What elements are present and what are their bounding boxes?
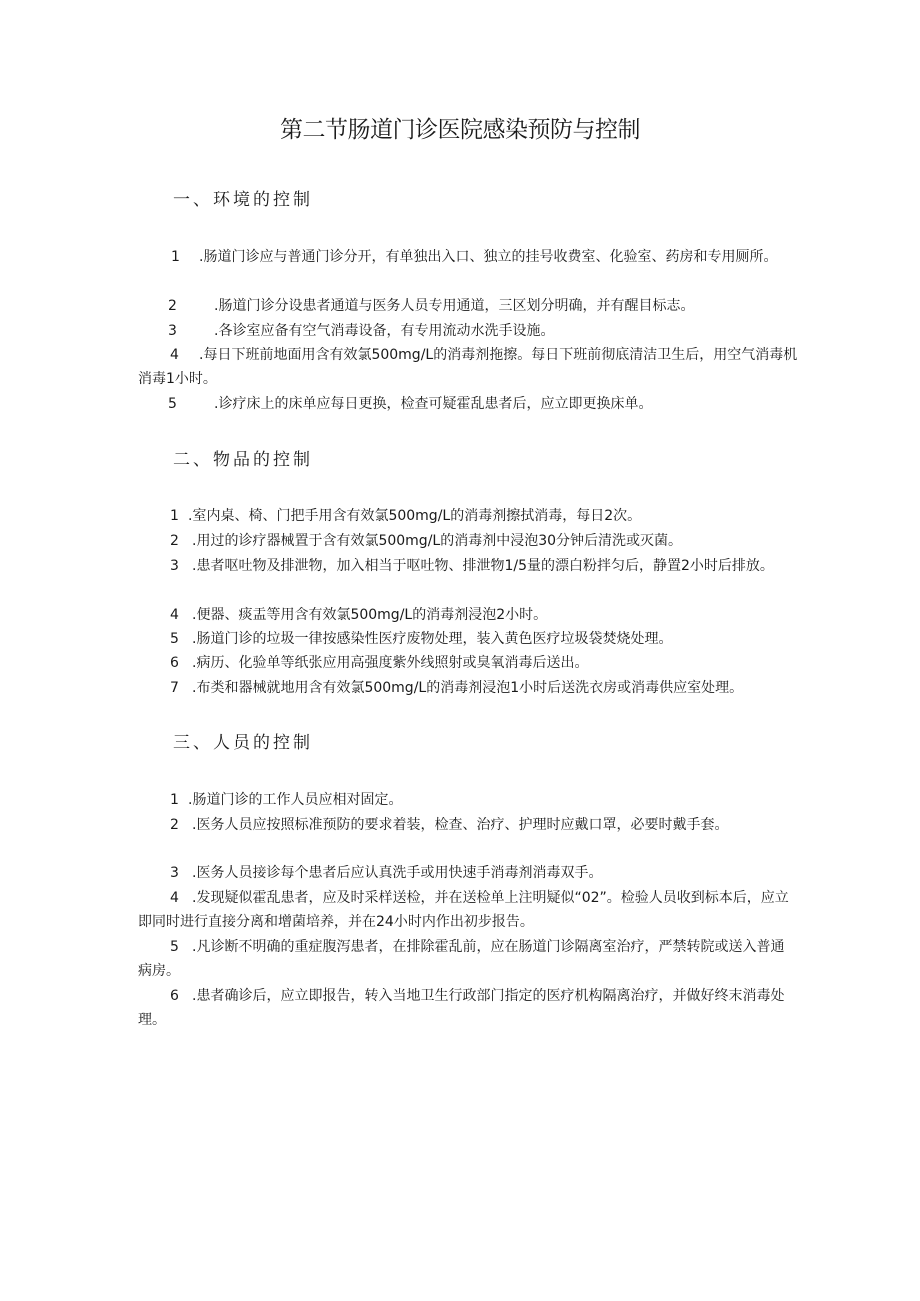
list-item: 3 .医务人员接诊每个患者后应认真洗手或用快速手消毒剂消毒双手。 (170, 865, 603, 881)
page-title: 第二节肠道门诊医院感染预防与控制 (280, 117, 640, 143)
list-item: 2 .用过的诊疗器械置于含有效氯500mg/L的消毒剂中浸泡30分钟后清洗或灭菌。 (170, 533, 683, 549)
list-item: 4 .便器、痰盂等用含有效氯500mg/L的消毒剂浸泡2小时。 (170, 607, 548, 623)
list-item: 2 .医务人员应按照标准预防的要求着装，检查、治疗、护理时应戴口罩，必要时戴手套。 (170, 817, 729, 833)
list-item: 6 .病历、化验单等纸张应用高强度紫外线照射或臭氧消毒后送出。 (170, 655, 589, 671)
list-item: 1 .室内桌、椅、门把手用含有效氯500mg/L的消毒剂擦拭消毒，每日2次。 (170, 508, 642, 524)
list-item: 3 .各诊室应备有空气消毒设备，有专用流动水洗手设施。 (168, 323, 555, 339)
list-item: 1 .肠道门诊的工作人员应相对固定。 (170, 792, 403, 808)
section-heading-staff: 三、人员的控制 (173, 733, 313, 753)
list-item: 7 .布类和器械就地用含有效氯500mg/L的消毒剂浸泡1小时后送洗衣房或消毒供应室处理。 (170, 680, 744, 696)
list-item: 1 .肠道门诊应与普通门诊分开，有单独出入口、独立的挂号收费室、化验室、药房和专用厕所。 (171, 249, 778, 265)
section-heading-items: 二、物品的控制 (173, 450, 313, 470)
list-item: 6 .患者确诊后，应立即报告，转入当地卫生行政部门指定的医疗机构隔离治疗，并做好终末消毒处理。 (138, 988, 785, 1028)
list-item: 4 .每日下班前地面用含有效氯500mg/L的消毒剂拖擦。每日下班前彻底清洁卫生后，用空气消毒机消毒1小时。 (138, 347, 798, 387)
list-item: 5 .肠道门诊的垃圾一律按感染性医疗废物处理，装入黄色医疗垃圾袋焚烧处理。 (170, 631, 673, 647)
list-item: 2 .肠道门诊分设患者通道与医务人员专用通道，三区划分明确，并有醒目标志。 (168, 298, 695, 314)
list-item: 4 .发现疑似霍乱患者，应及时采样送检，并在送检单上注明疑似“02”。检验人员收到标本后，应立即同时进行直接分离和增菌培养，并在24小时内作出初步报告。 (138, 890, 789, 930)
list-item: 5 .诊疗床上的床单应每日更换，检查可疑霍乱患者后，应立即更换床单。 (168, 396, 653, 412)
list-item: 3 .患者呕吐物及排泄物，加入相当于呕吐物、排泄物1/5量的漂白粉拌匀后，静置2小时后排放。 (170, 558, 774, 574)
section-heading-environment: 一、环境的控制 (173, 190, 313, 210)
list-item: 5 .凡诊断不明确的重症腹泻患者，在排除霍乱前，应在肠道门诊隔离室治疗，严禁转院或送入普通病房。 (138, 939, 785, 979)
